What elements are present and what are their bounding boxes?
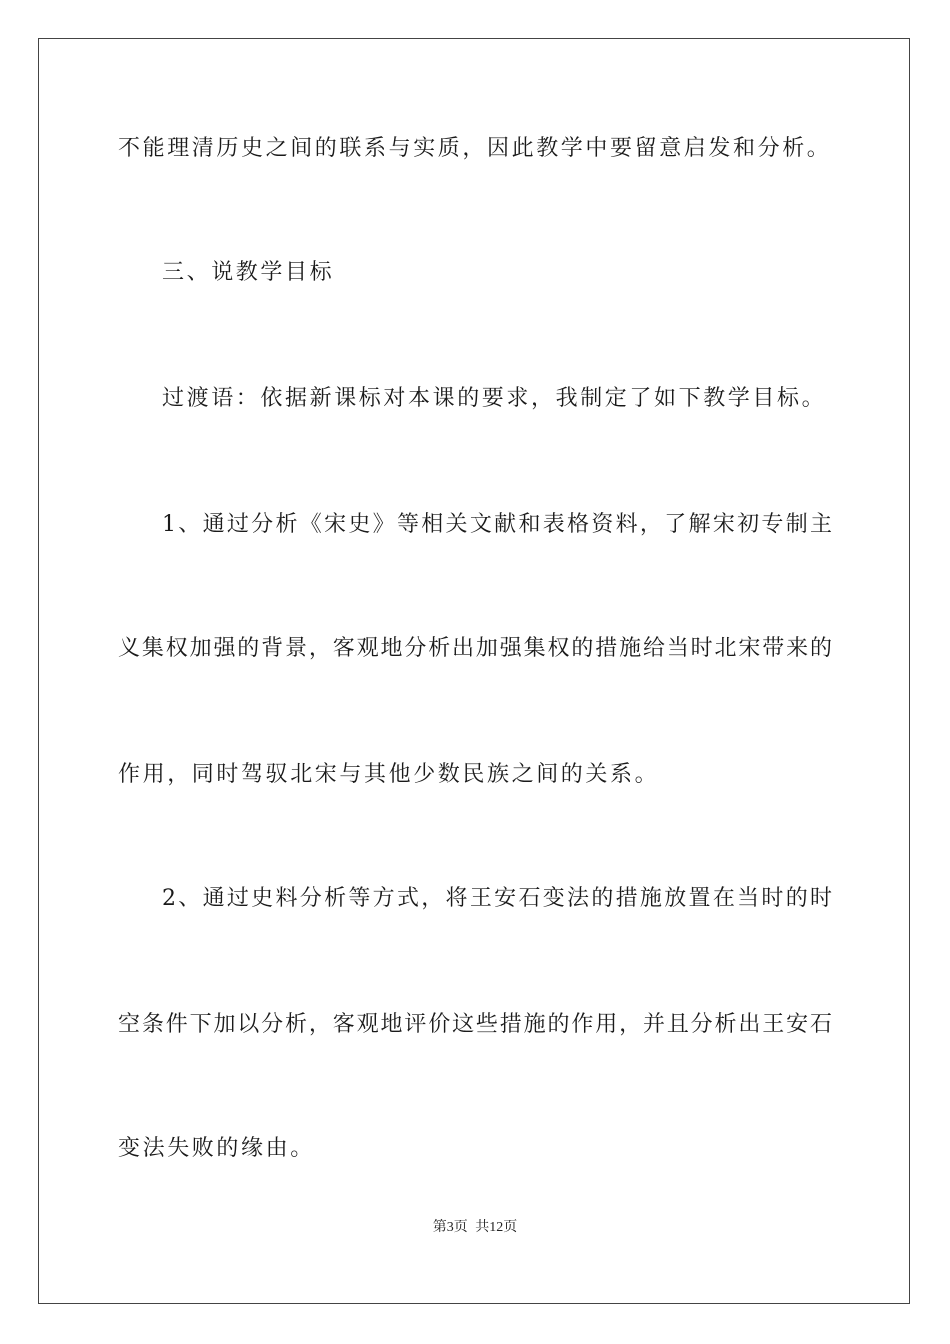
objective-1-line-3: 作用，同时驾驭北宋与其他少数民族之间的关系。 xyxy=(118,762,660,787)
objective-2-line-3: 变法失败的缘由。 xyxy=(118,1136,315,1161)
objective-2-line-2: 空条件下加以分析，客观地评价这些措施的作用，并且分析出王安石 xyxy=(118,1012,832,1037)
objective-2-line-1: 2、通过史料分析等方式，将王安石变法的措施放置在当时的时 xyxy=(162,886,832,911)
objective-1-line-2: 义集权加强的背景，客观地分析出加强集权的措施给当时北宋带来的 xyxy=(118,636,832,661)
paragraph-line-1: 不能理清历史之间的联系与实质，因此教学中要留意启发和分析。 xyxy=(118,136,832,161)
page-footer xyxy=(0,1218,950,1238)
section-heading: 三、说教学目标 xyxy=(162,260,335,285)
transition-text: 过渡语：依据新课标对本课的要求，我制定了如下教学目标。 xyxy=(162,386,827,411)
current-page-number: 第3页 xyxy=(432,1220,468,1235)
objective-1-line-1: 1、通过分析《宋史》等相关文献和表格资料，了解宋初专制主 xyxy=(162,512,832,537)
total-page-count: 共12页 xyxy=(475,1220,518,1235)
page-border xyxy=(38,38,910,1304)
